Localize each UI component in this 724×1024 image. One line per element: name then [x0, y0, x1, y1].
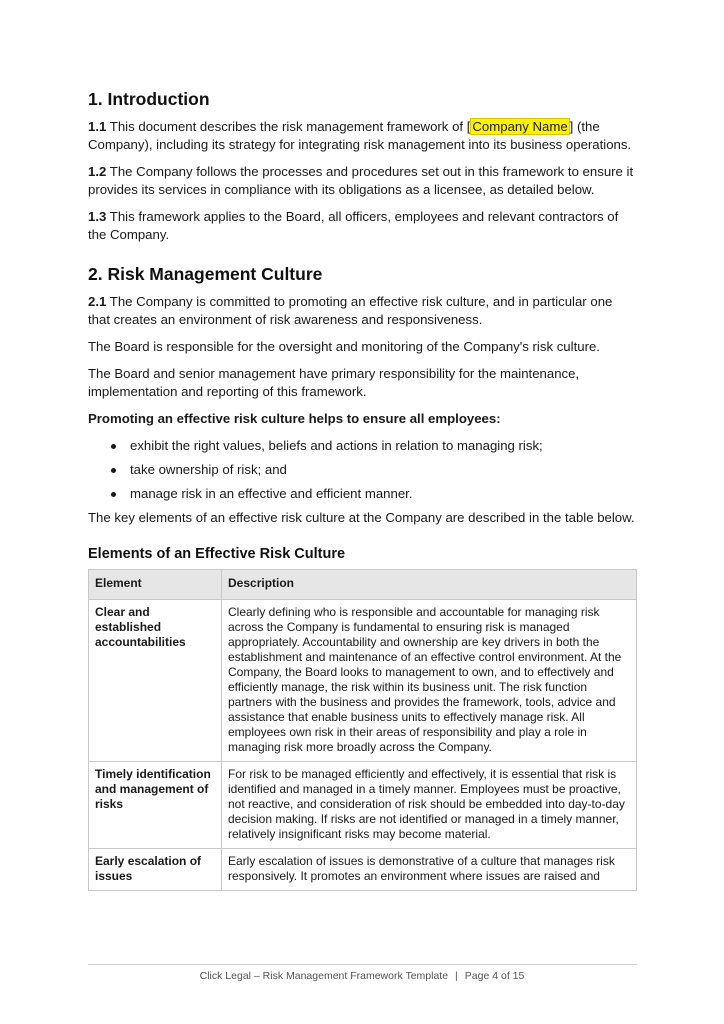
bullet-icon: [111, 492, 116, 497]
bullet-icon: [111, 468, 116, 473]
paragraph-2-1: [88, 293, 636, 329]
footer-divider: [88, 964, 637, 965]
element-cell: Timely identification and management of risks: [89, 762, 222, 849]
company-name-placeholder: Company Name: [472, 119, 568, 134]
table-row: [89, 849, 637, 891]
paragraph-lead-in: Promoting an effective risk culture helps to ensure all employees:: [88, 411, 501, 426]
risk-culture-table: [88, 569, 637, 891]
clause-text: The Company is committed to promoting an effective risk culture, and in particular one that creates an environment of risk awareness and responsiveness.: [88, 294, 613, 327]
bullet-item: [88, 437, 636, 455]
bullet-icon: [111, 444, 116, 449]
paragraph-board-oversight: The Board is responsible for the oversight and monitoring of the Company's risk culture.: [88, 339, 600, 354]
clause-number: 2.1: [88, 294, 107, 309]
paragraph-board-responsibility: The Board and senior management have primary responsibility for the maintenance, implementation and reporting of this framework.: [88, 366, 580, 399]
column-header-element: Element: [89, 570, 222, 600]
column-header-description: Description: [222, 570, 637, 600]
bullet-text: manage risk in an effective and efficient manner.: [130, 486, 413, 501]
table-row: [89, 762, 637, 849]
bullet-item: [88, 461, 636, 479]
description-cell: Early escalation of issues is demonstrative of a culture that manages risk responsively. It promotes an environment where issues are raised and: [222, 849, 637, 891]
table-title: Elements of an Effective Risk Culture: [88, 546, 346, 562]
section-heading-risk-culture: 2. Risk Management Culture: [88, 264, 323, 284]
bullet-text: take ownership of risk; and: [130, 462, 287, 477]
paragraph-1-2: [88, 163, 636, 199]
element-cell: Early escalation of issues: [89, 849, 222, 891]
bullet-list: [88, 437, 636, 503]
paragraph-1-1: [88, 118, 636, 154]
footer-separator: |: [455, 970, 458, 982]
paragraph-1-3: [88, 208, 636, 244]
element-cell: Clear and established accountabilities: [89, 600, 222, 762]
description-cell: For risk to be managed efficiently and effectively, it is essential that risk is identified and managed in a timely manner. Employees must be proactive, not reactive, and consideration of risk should be embedded into day-to-day decision making. If risks are not identified or managed in a timely manner, relatively insignificant risks may become material.: [222, 762, 637, 849]
footer-document-title: Click Legal – Risk Management Framework Template: [199, 970, 449, 982]
paragraph-table-intro: The key elements of an effective risk culture at the Company are described in the table below.: [88, 510, 635, 525]
table-row: [89, 600, 637, 762]
clause-number: 1.1: [88, 119, 107, 134]
clause-text: The Company follows the processes and procedures set out in this framework to ensure it provides its services in compliance with its obligations as a licensee, as detailed below.: [88, 164, 634, 197]
bullet-item: [88, 485, 636, 503]
page-footer: [0, 970, 724, 982]
clause-number: 1.2: [88, 164, 107, 179]
table-header-row: [89, 570, 637, 600]
section-heading-introduction: 1. Introduction: [88, 89, 210, 109]
clause-text: This framework applies to the Board, all officers, employees and relevant contractors of the Company.: [88, 209, 619, 242]
clause-text-post: ] (the Company), including its strategy for integrating risk management into its business operations.: [88, 119, 632, 152]
bullet-text: exhibit the right values, beliefs and actions in relation to managing risk;: [130, 438, 543, 453]
clause-number: 1.3: [88, 209, 107, 224]
description-cell: Clearly defining who is responsible and accountable for managing risk across the Company is fundamental to ensuring risk is managed appropriately. Accountability and ownership are key drivers in both the establishment and maintenance of an effective control environment. At the Company, the Board looks to management to own, and to effectively and efficiently manage, the risk within its business unit. The risk function partners with the business and provides the framework, tools, advice and assistance that enable business units to effectively manage risk. All employees own risk in their areas of responsibility and play a role in managing risk more broadly across the Company.: [222, 600, 637, 762]
page-content: [88, 88, 636, 891]
footer-page-number: Page 4 of 15: [464, 970, 525, 982]
clause-text-pre: This document describes the risk management framework of [: [109, 119, 471, 134]
